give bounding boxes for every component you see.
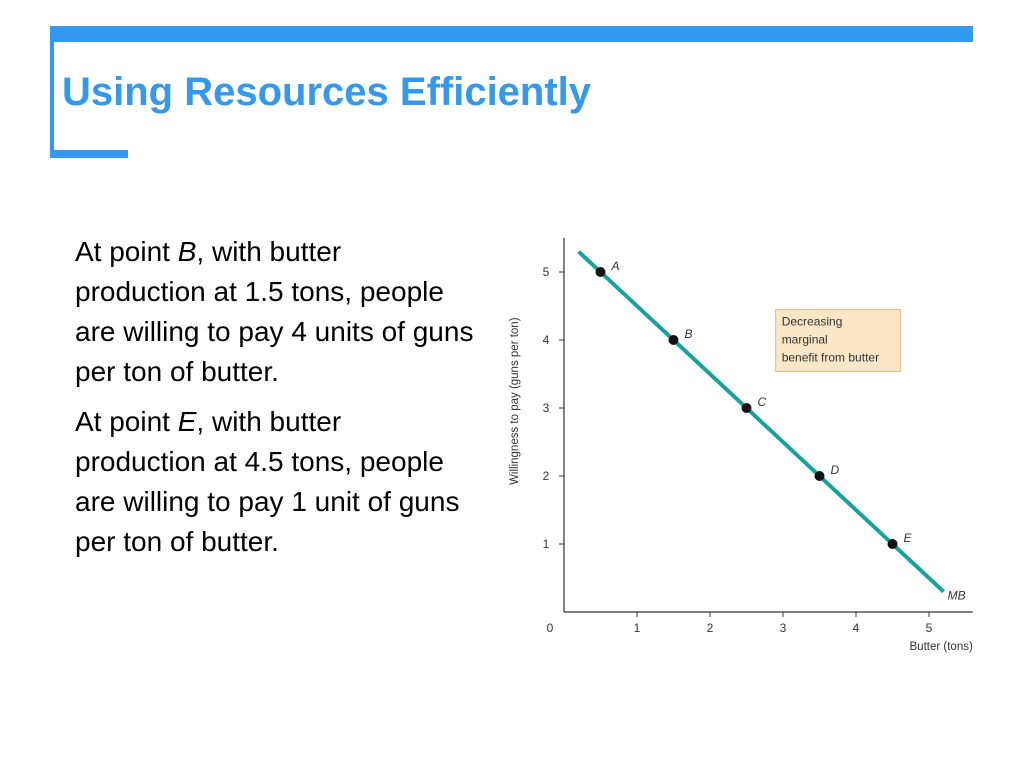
mb-chart [498, 228, 978, 658]
header-bottom-bar [50, 150, 128, 158]
body-text [75, 232, 475, 572]
point-b [669, 335, 679, 345]
slide-title: Using Resources Efficiently [62, 70, 592, 114]
x-tick-label: 4 [852, 621, 860, 635]
point-label-c: C [757, 395, 767, 409]
point-label-e: E [903, 531, 912, 545]
y-tick-label: 3 [542, 401, 550, 415]
y-tick-label: 4 [542, 333, 550, 347]
series-label-mb: MB [947, 588, 966, 603]
point-a [596, 267, 606, 277]
header-left-bar [50, 26, 54, 158]
x-tick-label: 0 [546, 621, 554, 635]
point-label-d: D [830, 463, 840, 477]
y-tick-label: 2 [542, 469, 550, 483]
y-tick-label: 5 [542, 265, 550, 279]
annotation-line: Decreasing [781, 314, 843, 329]
x-axis-label: Butter (tons) [909, 641, 973, 653]
paragraph-point-e [75, 402, 475, 562]
x-tick-label: 3 [779, 621, 787, 635]
paragraph-b-after: , with butter production at 1.5 tons, people are willing to pay 4 units of guns per ton of butter. [75, 236, 474, 387]
paragraph-e-point: E [177, 406, 197, 437]
annotation-line: benefit from butter [781, 350, 880, 365]
y-tick-label: 1 [542, 537, 550, 551]
point-c [742, 403, 752, 413]
paragraph-e-after: , with butter production at 4.5 tons, people are willing to pay 1 unit of guns per ton of butter. [75, 406, 460, 557]
point-label-a: A [611, 259, 620, 273]
x-tick-label: 1 [633, 621, 641, 635]
annotation-line: marginal [781, 332, 828, 347]
point-e [888, 539, 898, 549]
paragraph-e-before: At point [75, 406, 178, 437]
x-tick-label: 5 [925, 621, 933, 635]
header-top-bar [50, 26, 973, 42]
point-d [815, 471, 825, 481]
paragraph-b-before: At point [75, 236, 178, 267]
point-label-b: B [684, 327, 693, 341]
paragraph-point-b [75, 232, 475, 392]
y-axis-label: Willingness to pay (guns per ton) [509, 317, 521, 485]
paragraph-b-point: B [177, 236, 197, 267]
x-tick-label: 2 [706, 621, 714, 635]
